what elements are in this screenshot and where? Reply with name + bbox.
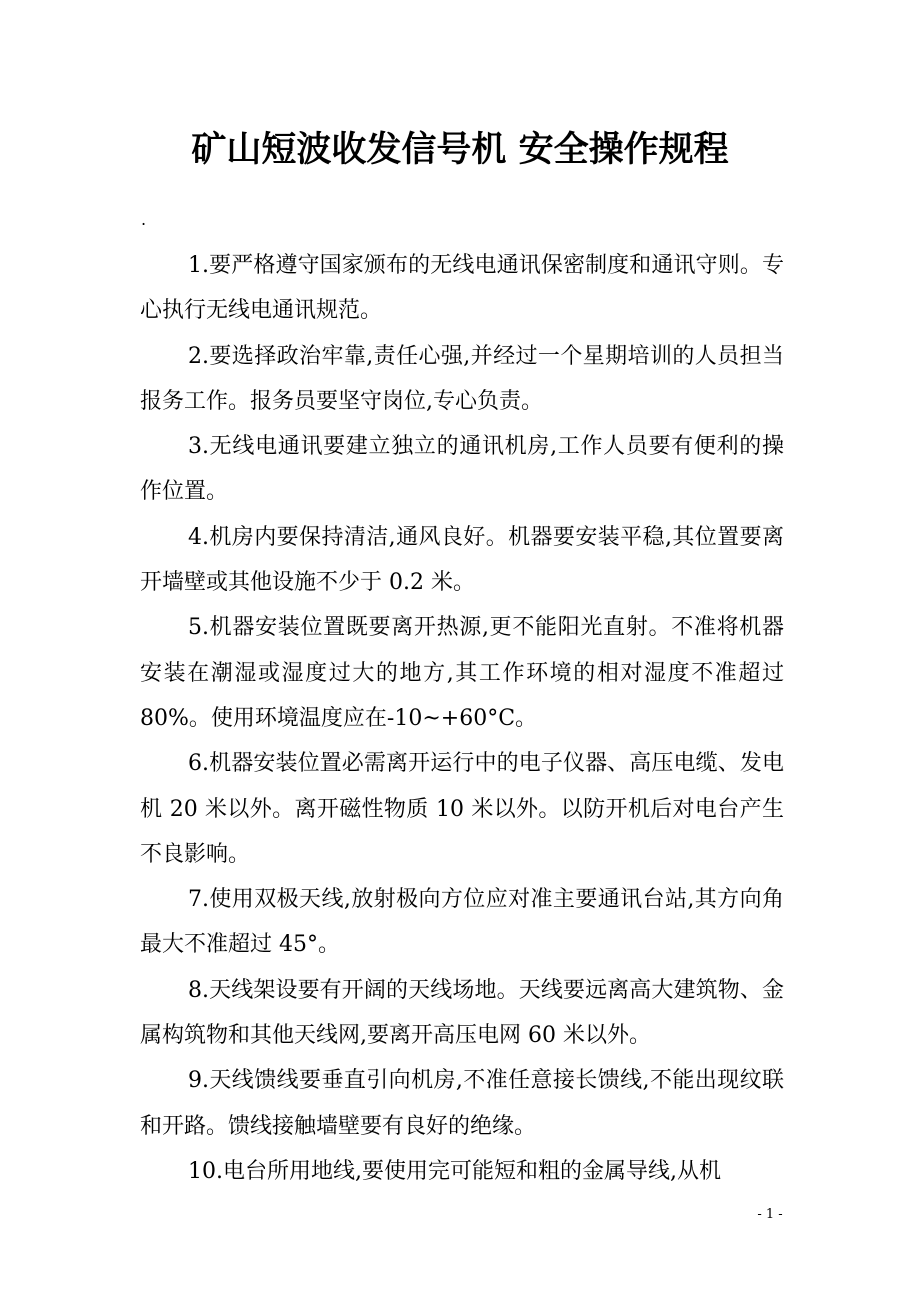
paragraph-3: 3.无线电通讯要建立独立的通讯机房,工作人员要有便利的操作位置。: [140, 434, 784, 505]
paragraph-6: 6.机器安装位置必需离开运行中的电子仪器、高压电缆、发电机 20 米以外。离开磁性物质 10 米以外。以防开机后对电台产生不良影响。: [140, 751, 784, 867]
document-body: [140, 243, 784, 1194]
paragraph-7: 7.使用双极天线,放射极向方位应对准主要通讯台站,其方向角最大不准超过 45°。: [140, 887, 784, 958]
document-title: 矿山短波收发信号机 安全操作规程: [191, 129, 729, 170]
paragraph-9: 9.天线馈线要垂直引向机房,不准任意接长馈线,不能出现纹联和开路。馈线接触墙壁要有良好的绝缘。: [140, 1068, 784, 1139]
paragraph-5: 5.机器安装位置既要离开热源,更不能阳光直射。不准将机器安装在潮湿或湿度过大的地方,其工作环境的相对湿度不准超过 80%。使用环境温度应在-10~+60°C。: [140, 615, 784, 731]
page-number: - 1 -: [757, 1207, 783, 1222]
paragraph-2: 2.要选择政治牢靠,责任心强,并经过一个星期培训的人员担当报务工作。报务员要坚守岗位,专心负责。: [140, 343, 784, 414]
paragraph-10: 10.电台所用地线,要使用完可能短和粗的金属导线,从机: [188, 1158, 721, 1184]
paragraph-8: 8.天线架设要有开阔的天线场地。天线要远离高大建筑物、金属构筑物和其他天线网,要离开高压电网 60 米以外。: [140, 977, 784, 1049]
paragraph-1: 1.要严格遵守国家颁布的无线电通讯保密制度和通讯守则。专心执行无线电通讯规范。: [140, 253, 784, 324]
paragraph-4: 4.机房内要保持清洁,通风良好。机器要安装平稳,其位置要离开墙壁或其他设施不少于 0.2 米。: [140, 524, 784, 596]
leading-mark: .: [141, 210, 147, 229]
